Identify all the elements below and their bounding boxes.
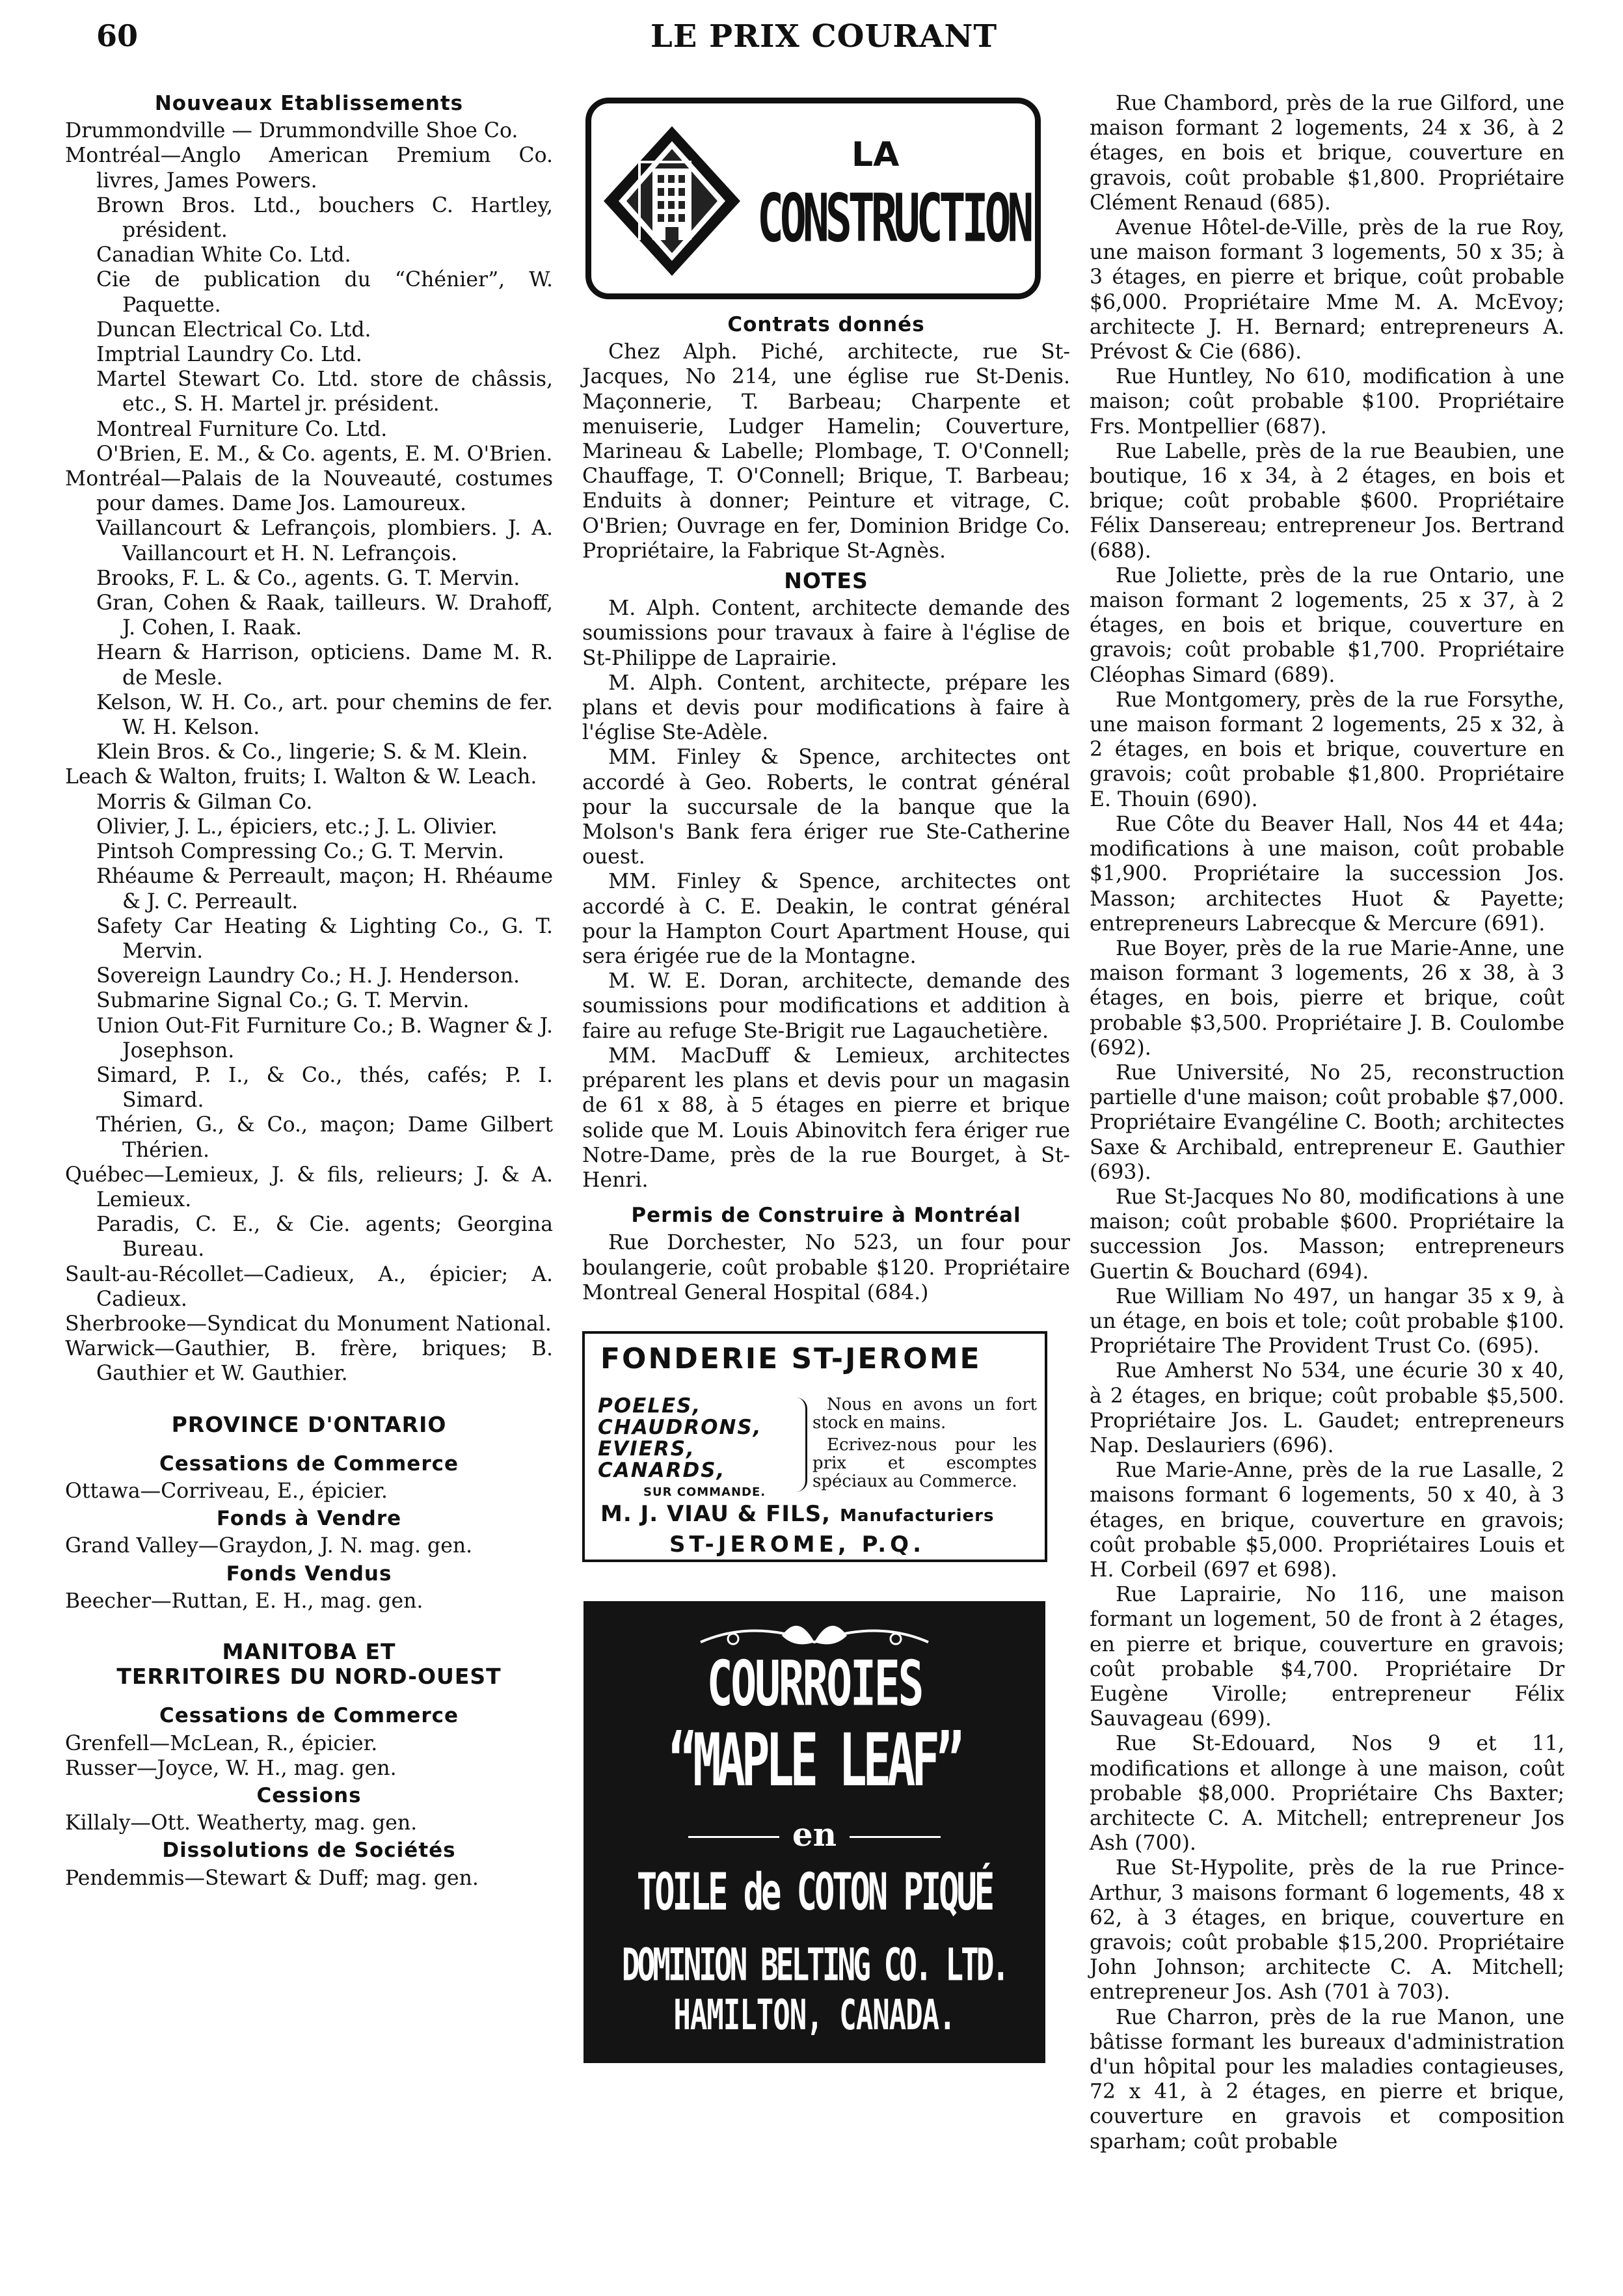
establishment-entry: Union Out-Fit Furniture Co.; B. Wagner & J. Josephson. xyxy=(96,1014,553,1062)
ontario-subhead-cessations: Cessations de Commerce xyxy=(159,1452,459,1476)
establishment-entry: Vaillancourt & Lefrançois, plombiers. J. A. Vaillancourt et H. N. Lefrançois. xyxy=(96,517,553,565)
column-3 xyxy=(1090,91,1564,2154)
brace-divider xyxy=(796,1398,807,1492)
establishment-entry: Montreal Furniture Co. Ltd. xyxy=(96,417,388,441)
ontario-entry: Beecher—Ruttan, E. H., mag. gen. xyxy=(65,1589,423,1613)
fonderie-sur-commande: SUR COMMANDE. xyxy=(643,1485,766,1499)
fonderie-product: CANARDS, xyxy=(598,1458,726,1482)
column-1 xyxy=(65,91,553,1891)
permis-list xyxy=(1090,91,1564,2154)
permit-entry: Rue Montgomery, près de la rue Forsythe, une maison formant 2 logements, 25 x 32, à 2 étages, en bois et brique, couverture en gravois; coût probable $1,800. Propriétaire E. Thouin (690). xyxy=(1090,688,1564,811)
fonderie-products xyxy=(598,1396,766,1503)
permit-entry: Rue St-Edouard, Nos 9 et 11, modifications et allonge à une maison, coût probable $8,000. Propriétaire Chs Baxter; architecte C. A. Mitchell; entrepreneur Jos Ash (700). xyxy=(1090,1732,1564,1856)
establishment-entry: Morris & Gilman Co. xyxy=(96,790,313,814)
establishment-entry: Submarine Signal Co.; G. T. Mervin. xyxy=(96,989,470,1013)
fonderie-product: EVIERS, xyxy=(598,1437,695,1461)
permit-entry: Rue Côte du Beaver Hall, Nos 44 et 44a; modifications à une maison, coût probable $1,900. Propriétaire la succession Jos. Masson; architectes Huot & Payette; entrepreneurs Labrecque & Mercure (691). xyxy=(1090,812,1564,936)
note-item: M. Alph. Content, architecte demande des soumissions pour travaux à faire à l'église de St-Philippe de Laprairie. xyxy=(582,597,1070,670)
building-emblem-icon xyxy=(600,123,744,279)
establishment-entry: Brooks, F. L. & Co., agents. G. T. Mervin. xyxy=(96,566,520,590)
courroies-line-1: COURROIES xyxy=(706,1647,922,1720)
logo-text-construction: CONSTRUCTION xyxy=(757,180,1030,258)
note-item: MM. MacDuff & Lemieux, architectes préparent les plans et devis pour un magasin de 61 x 88, à 5 étages en pierre et brique solide que M. Louis Abinovitch fera ériger rue Notre-Dame, près de la rue Bourget, à St-Henri. xyxy=(582,1044,1070,1192)
courroies-line-5: DOMINION BELTING CO. LTD. xyxy=(621,1938,1008,1991)
permit-entry: Rue Chambord, près de la rue Gilford, une maison formant 2 logements, 24 x 36, à 2 étages, en bois et brique, couverture en gravois, coût probable $1,800. Propriétaire Clément Renaud (685). xyxy=(1090,92,1564,215)
fonderie-title: FONDERIE ST-JEROME xyxy=(600,1342,982,1375)
establishment-entry: Klein Bros. & Co., lingerie; S. & M. Klein. xyxy=(96,740,528,764)
establishment-entry: Imptrial Laundry Co. Ltd. xyxy=(96,343,362,367)
la-construction-logo xyxy=(585,98,1041,299)
establishment-entry: Olivier, J. L., épiciers, etc.; J. L. Olivier. xyxy=(96,815,498,839)
running-title: LE PRIX COURANT xyxy=(651,18,998,55)
fonderie-note: Ecrivez-nous pour les prix et escomptes spéciaux au Commerce. xyxy=(812,1435,1037,1491)
page-number: 60 xyxy=(96,18,139,53)
ontario-subhead-fonds-vendre: Fonds à Vendre xyxy=(216,1507,402,1531)
manitoba-entry: Killaly—Ott. Weatherty, mag. gen. xyxy=(65,1811,418,1835)
manitoba-title-1: MANITOBA ET xyxy=(222,1638,396,1664)
ontario-entry: Ottawa—Corriveau, E., épicier. xyxy=(65,1479,388,1503)
permit-entry: Rue St-Jacques No 80, modifications à une maison; coût probable $600. Propriétaire la succession Jos. Masson; entrepreneurs Guertin & Bouchard (694). xyxy=(1090,1185,1564,1284)
fonderie-notes xyxy=(812,1396,1037,1494)
logo-text-la: LA xyxy=(852,135,900,174)
fonderie-ad xyxy=(582,1331,1047,1562)
establishment-entry: Québec—Lemieux, J. & fils, relieurs; J. & A. Lemieux. xyxy=(65,1163,553,1211)
manitoba-subhead-cessions: Cessions xyxy=(256,1784,362,1807)
establishment-entry: Gran, Cohen & Raak, tailleurs. W. Drahoff, J. Cohen, I. Raak. xyxy=(96,591,553,640)
note-item: M. W. E. Doran, architecte, demande des soumissions pour modifications et addition à faire au refuge Ste-Brigit rue Lagauchetière. xyxy=(582,969,1070,1043)
manitoba-subhead-cessations: Cessations de Commerce xyxy=(159,1704,459,1728)
manitoba-entry: Pendemmis—Stewart & Duff; mag. gen. xyxy=(65,1866,479,1890)
manitoba-entry: Grenfell—McLean, R., épicier. xyxy=(65,1731,378,1755)
establishment-entry: Drummondville — Drummondville Shoe Co. xyxy=(65,119,518,143)
permit-entry: Rue William No 497, un hangar 35 x 9, à un étage, en bois et tole; coût probable $100. Propriétaire The Provident Trust Co. (695). xyxy=(1090,1284,1564,1358)
permit-entry: Rue Joliette, près de la rue Ontario, une maison formant 2 logements, 25 x 37, à 2 étages, en bois et brique, couverture en gravois; coût probable $1,700. Propriétaire Cléophas Simard (689). xyxy=(1090,563,1564,687)
courroies-line-6: HAMILTON, CANADA. xyxy=(673,1991,956,2040)
establishment-entry: Sovereign Laundry Co.; H. J. Henderson. xyxy=(96,964,520,988)
establishment-entry: Kelson, W. H. Co., art. pour chemins de fer. W. H. Kelson. xyxy=(96,690,553,740)
fonderie-maker-name: M. J. VIAU & FILS, xyxy=(600,1500,831,1527)
establishment-entry: Duncan Electrical Co. Ltd. xyxy=(96,317,371,342)
notes-list xyxy=(582,596,1070,1193)
permis-title: Permis de Construire à Montréal xyxy=(631,1204,1021,1228)
establishment-entry: Leach & Walton, fruits; I. Walton & W. Leach. xyxy=(65,765,537,789)
permit-entry: Rue Amherst No 534, une écurie 30 x 40, à 2 étages, en brique; coût probable $5,500. Propriétaire Jos. L. Gaudet; entrepreneurs Nap. Deslauriers (696). xyxy=(1090,1359,1564,1457)
permit-entry: Avenue Hôtel-de-Ville, près de la rue Roy, une maison formant 3 logements, 50 x 35; à 3 étages, en pierre et brique, coût probable $6,000. Propriétaire Mme M. A. McEvoy; architecte J. H. Bernard; entrepreneurs A. Prévost & Cie (686). xyxy=(1090,216,1564,364)
notes-title: NOTES xyxy=(784,568,868,594)
establishment-entry: Thérien, G., & Co., maçon; Dame Gilbert Thérien. xyxy=(96,1113,553,1162)
manitoba-subhead-dissolutions: Dissolutions de Sociétés xyxy=(162,1839,456,1863)
establishment-entry: Hearn & Harrison, opticiens. Dame M. R. de Mesle. xyxy=(96,641,553,690)
section-title-nouveaux: Nouveaux Etablissements xyxy=(154,92,464,115)
fonderie-product: CHAUDRONS, xyxy=(598,1415,762,1439)
establishment-entry: Paradis, C. E., & Cie. agents; Georgina Bureau. xyxy=(96,1213,553,1262)
establishment-entry: Cie de publication du “Chénier”, W. Paquette. xyxy=(96,268,553,317)
permit-entry: Rue Huntley, No 610, modification à une maison; coût probable $100. Propriétaire Frs. Montpellier (687). xyxy=(1090,365,1564,439)
permit-entry: Rue Laprairie, No 116, une maison formant un logement, 50 de front à 2 étages, en pierre et brique, couverture en gravois; coût probable $4,700. Propriétaire Dr Eugène Virolle; entrepreneur Félix Sauvageau (699). xyxy=(1090,1583,1564,1731)
establishment-entry: Pintsoh Compressing Co.; G. T. Mervin. xyxy=(96,840,505,864)
establishment-entry: Montréal—Palais de la Nouveauté, costumes pour dames. Dame Jos. Lamoureux. xyxy=(65,467,553,516)
establishment-entry: Safety Car Heating & Lighting Co., G. T. Mervin. xyxy=(96,914,553,963)
establishment-entry: Brown Bros. Ltd., bouchers C. Hartley, président. xyxy=(96,193,553,243)
establishment-entry: Rhéaume & Perreault, maçon; H. Rhéaume & J. C. Perreault. xyxy=(96,865,553,913)
fonderie-maker xyxy=(600,1502,994,1528)
contrats-title: Contrats donnés xyxy=(727,313,925,336)
column-2 xyxy=(582,98,1070,2063)
establishment-entry: Martel Stewart Co. Ltd. store de châssis, etc., S. H. Martel jr. président. xyxy=(96,368,553,416)
contrats-text: Chez Alph. Piché, architecte, rue St-Jacques, No 214, une église rue St-Denis. Maçonnerie, T. Barbeau; Charpente et menuiserie, Ludger Hamelin; Couverture, Marineau & Labelle; Plombage, T. O'Connell; Chauffage, T. O'Connell; Brique, T. Barbeau; Enduits à donner; Peinture et vitrage, C. O'Brien; Ouvrage en fer, Dominion Bridge Co. Propriétaire, la Fabrique St-Agnès. xyxy=(582,340,1070,563)
ontario-entry: Grand Valley—Graydon, J. N. mag. gen. xyxy=(65,1534,473,1558)
permit-entry: Rue Labelle, près de la rue Beaubien, une boutique, 16 x 34, à 2 étages, en bois et brique; coût probable $600. Propriétaire Félix Dansereau; entrepreneur Jos. Bertrand (688). xyxy=(1090,439,1564,563)
nouveaux-entries xyxy=(65,118,553,1386)
permit-entry: Rue St-Hypolite, près de la rue Prince-Arthur, 3 maisons formant 6 logements, 48 x 62, à 3 étages, en brique, couverture en gravois; coût probable $15,200. Propriétaire John Johnson; architecte C. A. Mitchell; entrepreneur Jos. Ash (701 à 703). xyxy=(1090,1856,1564,2005)
fonderie-note: Nous en avons un fort stock en mains. xyxy=(812,1394,1037,1433)
establishment-entry: Montréal—Anglo American Premium Co. livres, James Powers. xyxy=(65,144,553,193)
note-item: M. Alph. Content, architecte, prépare les plans et devis pour modifications à faire à l'église Ste-Adèle. xyxy=(582,671,1070,745)
courroies-ad xyxy=(583,1601,1045,2063)
establishment-entry: Sault-au-Récollet—Cadieux, A., épicier; A. Cadieux. xyxy=(65,1262,553,1311)
courroies-en: en xyxy=(583,1822,1045,1847)
note-item: MM. Finley & Spence, architectes ont accordé à Geo. Roberts, le contrat général pour la succursale de la banque que la Molson's Bank fera ériger rue Ste-Catherine ouest. xyxy=(582,746,1070,869)
note-item: MM. Finley & Spence, architectes ont accordé à C. E. Deakin, le contrat général pour la Hampton Court Apartment House, qui sera érigée rue de la Montagne. xyxy=(582,870,1070,969)
permis-text: Rue Dorchester, No 523, un four pour boulangerie, coût probable $120. Propriétaire Montreal General Hospital (684.) xyxy=(582,1231,1070,1304)
establishment-entry: Simard, P. I., & Co., thés, cafés; P. I. Simard. xyxy=(96,1063,553,1113)
ontario-title: PROVINCE D'ONTARIO xyxy=(171,1411,447,1437)
courroies-line-2: “MAPLE LEAF” xyxy=(668,1718,961,1803)
manitoba-entry: Russer—Joyce, W. H., mag. gen. xyxy=(65,1756,397,1780)
permit-entry: Rue Charron, près de la rue Manon, une bâtisse formant les bureaux d'administration d'un hôpital pour les maladies contagieuses, 72 x 41, à 2 étages, en pierre et brique, couverture en gravois et composition sparham; coût probable xyxy=(1090,2005,1564,2154)
permit-entry: Rue Université, No 25, reconstruction partielle d'une maison; coût probable $7,000. Propriétaire Evangéline C. Booth; architectes Saxe & Archibald, entrepreneur E. Gauthier (693). xyxy=(1090,1060,1564,1184)
establishment-entry: O'Brien, E. M., & Co. agents, E. M. O'Brien. xyxy=(96,442,553,466)
establishment-entry: Warwick—Gauthier, B. frère, briques; B. Gauthier et W. Gauthier. xyxy=(65,1337,553,1386)
fonderie-product: POELES, xyxy=(598,1394,702,1418)
fonderie-maker-role: Manufacturiers xyxy=(840,1506,995,1526)
manitoba-title-2: TERRITOIRES DU NORD-OUEST xyxy=(116,1664,502,1690)
establishment-entry: Sherbrooke—Syndicat du Monument National. xyxy=(65,1312,552,1336)
courroies-line-4: TOILE de COTON PIQUÉ xyxy=(636,1863,993,1923)
permit-entry: Rue Marie-Anne, près de la rue Lasalle, 2 maisons formant 6 logements, 50 x 40, à 3 étages, en brique, couverture en gravois; coût probable $5,000. Propriétaires Louis et H. Corbeil (697 et 698). xyxy=(1090,1459,1564,1582)
fonderie-place: ST-JEROME, P.Q. xyxy=(669,1531,925,1558)
establishment-entry: Canadian White Co. Ltd. xyxy=(96,243,351,267)
permit-entry: Rue Boyer, près de la rue Marie-Anne, une maison formant 3 logements, 26 x 38, à 3 étages, en bois, pierre et brique, coût probable $3,500. Propriétaire J. B. Coulombe (692). xyxy=(1090,936,1564,1060)
ontario-subhead-fonds-vendus: Fonds Vendus xyxy=(226,1561,392,1586)
